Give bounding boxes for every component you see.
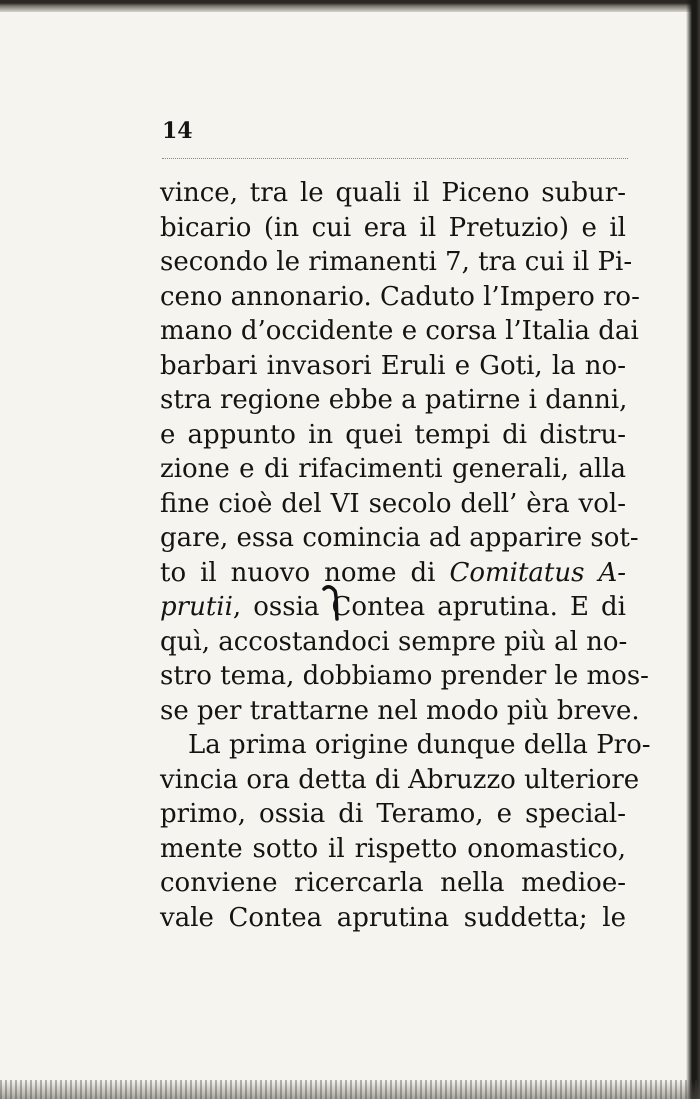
text-line: mente sotto il rispetto onomastico, — [160, 833, 626, 864]
text-line: stro tema, dobbiamo prender le mos- — [160, 661, 649, 691]
text-line: zione e di rifacimenti generali, alla — [160, 454, 626, 484]
text-line: primo, ossia di Teramo, e special- — [160, 799, 626, 829]
page-number: 14 — [162, 118, 193, 144]
text-line: fine cioè del VI secolo dell’ èra vol- — [160, 488, 626, 519]
text-line: stra regione ebbe a patirne i danni, — [160, 385, 628, 415]
text-segment: , ossia Contea aprutina. E di — [232, 592, 626, 622]
text-line: se per trattarne nel modo più breve. — [160, 695, 640, 726]
body-text — [160, 176, 651, 935]
italic-term: prutii — [160, 592, 233, 622]
text-line: gare, essa comincia ad apparire sot- — [160, 523, 639, 553]
paragraph-start-line: La prima origine dunque della Pro- — [188, 730, 651, 760]
text-line: secondo le rimanenti 7, tra cui il Pi- — [160, 247, 633, 277]
text-line: mano d’occidente e corsa l’Italia dai — [160, 316, 639, 346]
text-segment: to il nuovo nome di — [160, 557, 450, 588]
header-rule — [162, 158, 628, 159]
text-line: e appunto in quei tempi di distru- — [160, 419, 626, 450]
text-line: ceno annonario. Caduto l’Impero ro- — [160, 281, 640, 312]
scan-edge-top — [0, 0, 700, 12]
text-line: vincia ora detta di Abruzzo ulteriore — [160, 764, 640, 795]
text-line: conviene ricercarla nella medioe- — [160, 868, 626, 898]
text-line: vince, tra le quali il Piceno subur- — [160, 178, 626, 208]
text-line: vale Contea aprutina suddetta; le — [160, 902, 626, 933]
text-line-mixed — [160, 556, 626, 591]
text-line: quì, accostandoci sempre più al no- — [160, 626, 628, 657]
text-line: barbari invasori Eruli e Goti, la no- — [160, 350, 626, 381]
ink-mark-icon — [322, 583, 346, 623]
scan-edge-bottom — [0, 1080, 700, 1099]
text-line-mixed — [160, 590, 626, 625]
italic-term: Comitatus A- — [449, 557, 626, 588]
scan-edge-right — [686, 0, 700, 1099]
text-line: bicario (in cui era il Pretuzio) e il — [160, 212, 626, 243]
